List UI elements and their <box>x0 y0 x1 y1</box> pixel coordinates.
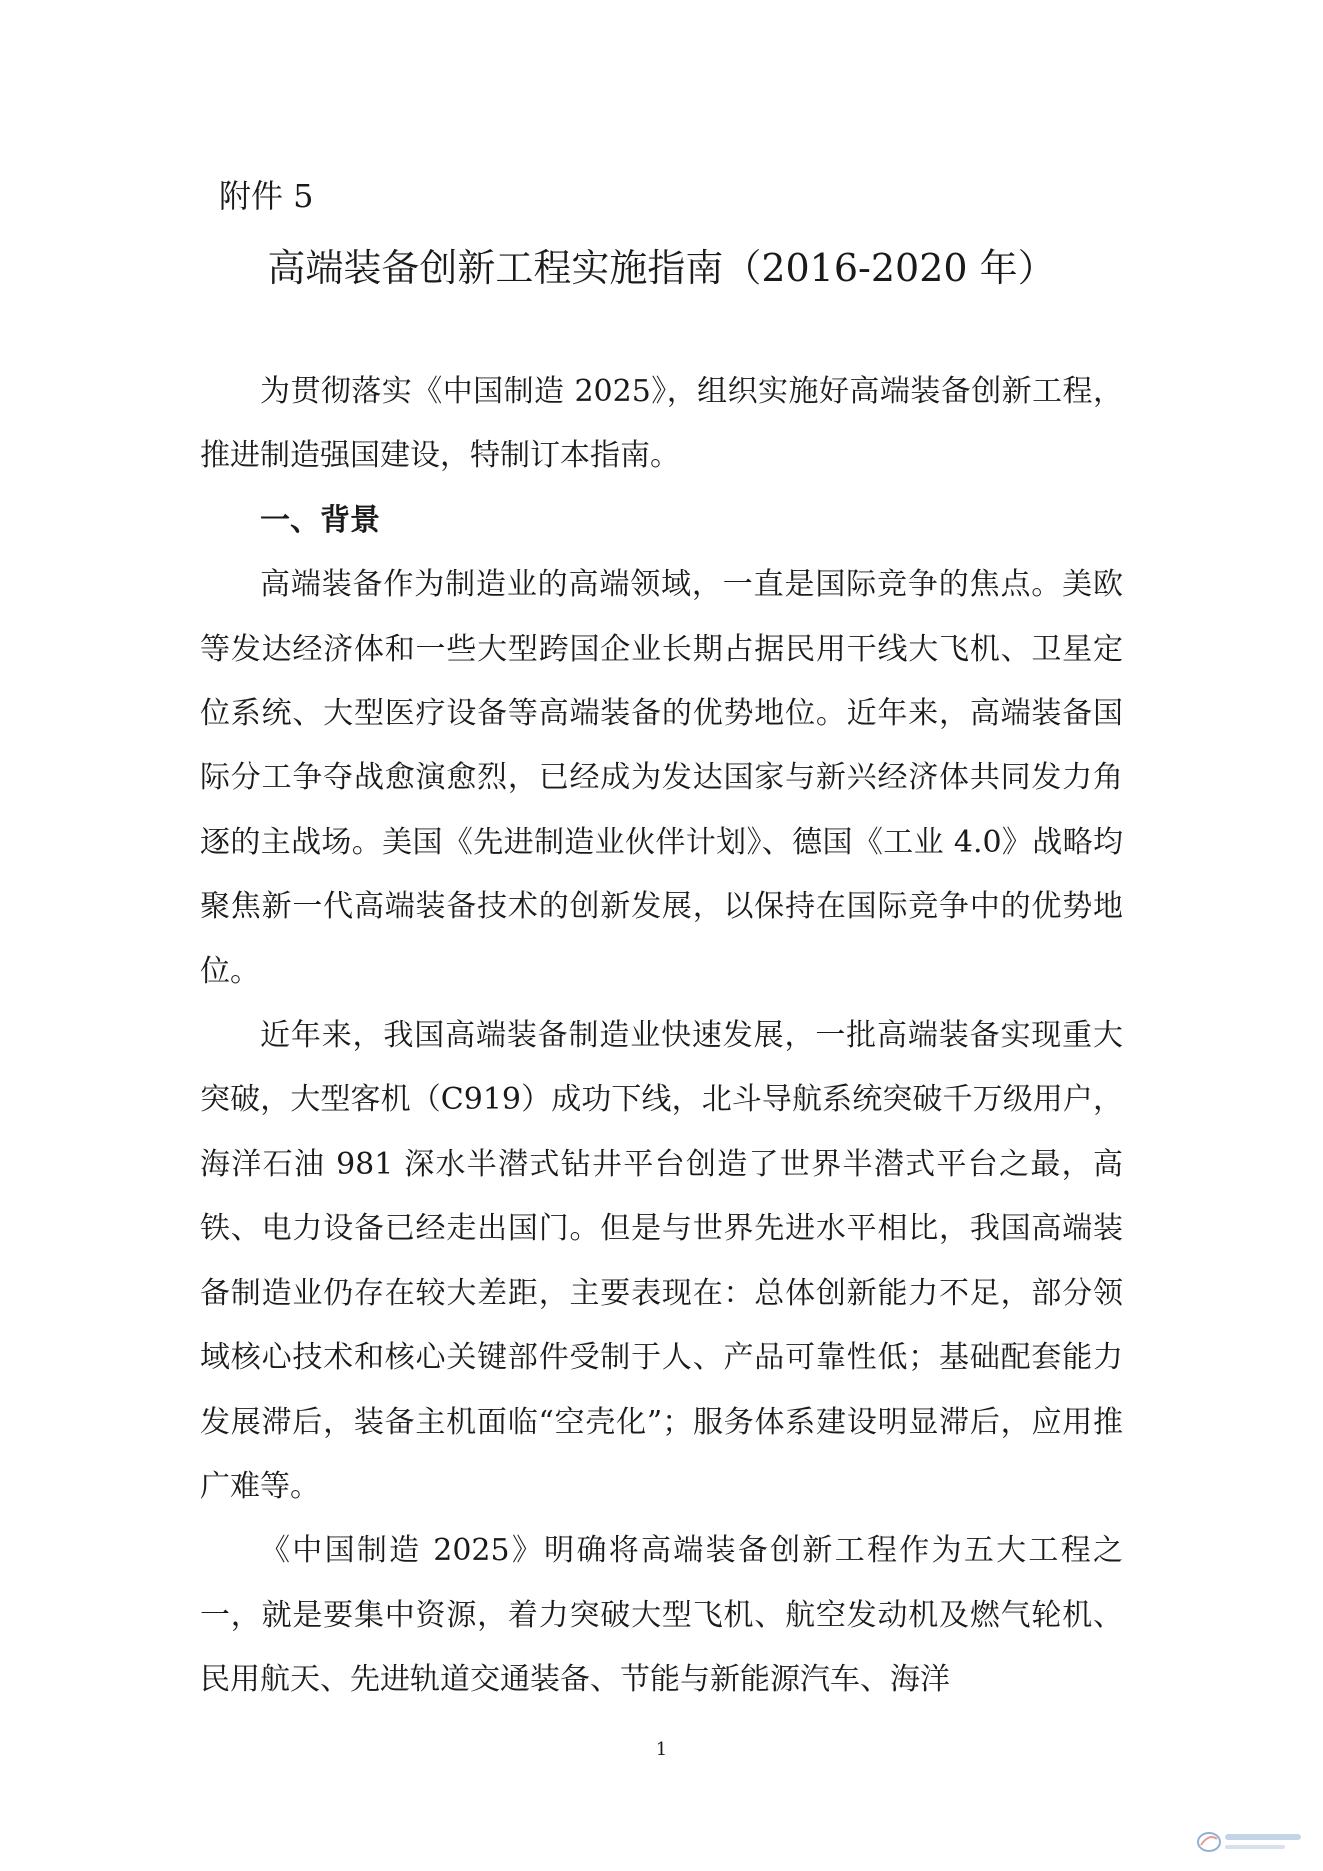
page-number: 1 <box>655 1739 668 1760</box>
section-heading: 一、背景 <box>260 502 380 538</box>
document-title: 高端装备创新工程实施指南（2016-2020 年） <box>267 246 1056 290</box>
attachment-label: 附件 5 <box>219 177 314 215</box>
body-paragraph: 近年来，我国高端装备制造业快速发展，一批高端装备实现重大突破，大型客机（C919）成功下线，北斗导航系统突破千万级用户，海洋石油 981 深水半潜式钻井平台创造了世界半潜式平台之最，高铁、电力设备已经走出国门。但是与世界先进水平相比，我国高端装备制造业仍存在较大差距，主要表现在：总体创新能力不足，部分领域核心技术和核心关键部件受制于人、产品可靠性低；基础配套能力发展滞后，装备主机面临“空壳化”；服务体系建设明显滞后，应用推广难等。 <box>200 1018 1123 1504</box>
watermark-logo-icon <box>1195 1825 1307 1859</box>
document-body <box>200 360 1123 1713</box>
body-paragraph: 《中国制造 2025》明确将高端装备创新工程作为五大工程之一，就是要集中资源，着力突破大型飞机、航空发动机及燃气轮机、民用航天、先进轨道交通装备、节能与新能源汽车、海洋 <box>200 1533 1123 1698</box>
intro-paragraph: 为贯彻落实《中国制造 2025》，组织实施好高端装备创新工程，推进制造强国建设，特制订本指南。 <box>200 374 1123 474</box>
body-paragraph: 高端装备作为制造业的高端领域，一直是国际竞争的焦点。美欧等发达经济体和一些大型跨国企业长期占据民用干线大飞机、卫星定位系统、大型医疗设备等高端装备的优势地位。近年来，高端装备国际分工争夺战愈演愈烈，已经成为发达国家与新兴经济体共同发力角逐的主战场。美国《先进制造业伙伴计划》、德国《工业 4.0》战略均聚焦新一代高端装备技术的创新发展，以保持在国际竞争中的优势地位。 <box>200 567 1123 989</box>
